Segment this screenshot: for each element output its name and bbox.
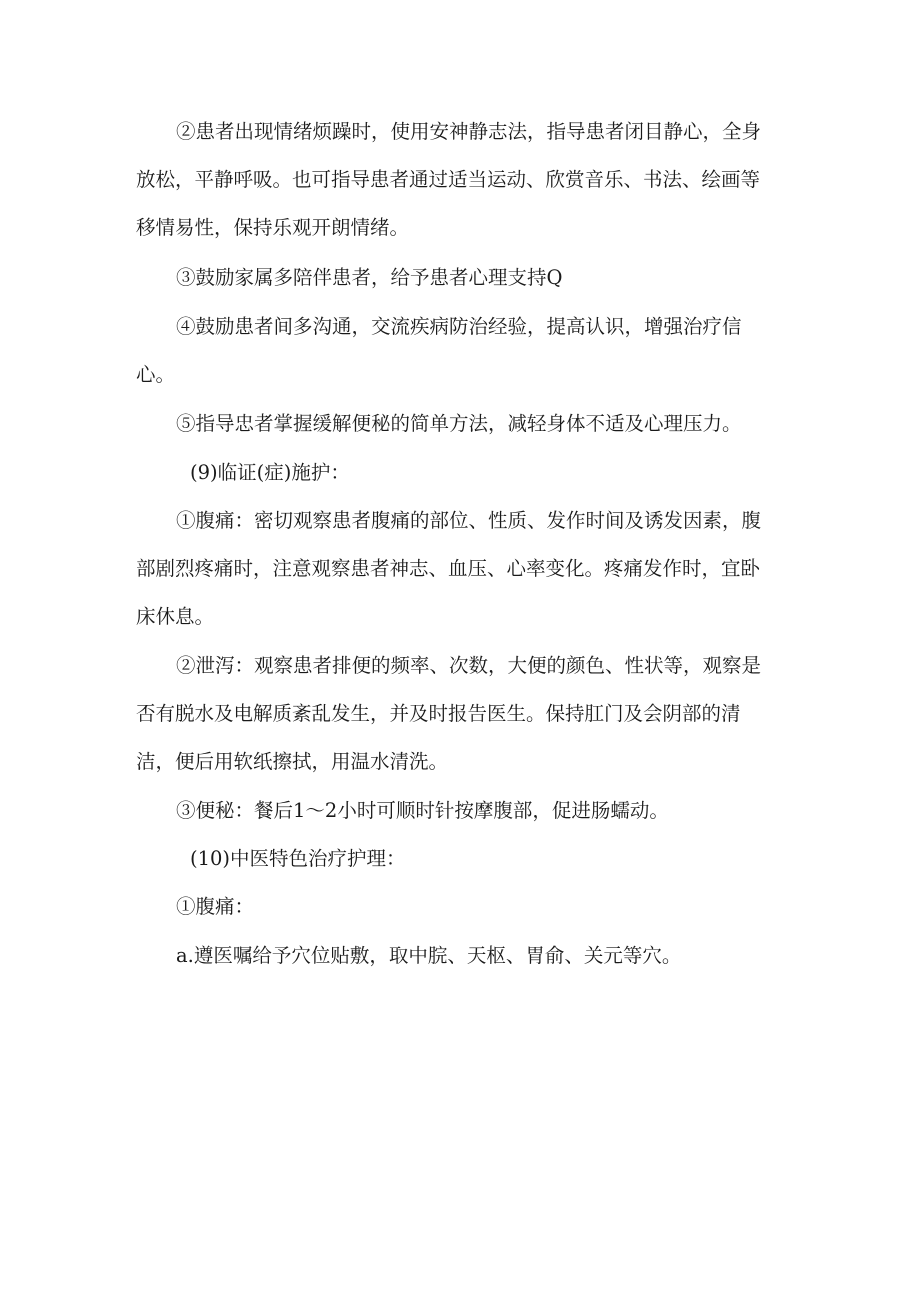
text-line: ③鼓励家属多陪伴患者，给予患者心理支持Q bbox=[176, 266, 563, 289]
text-line: ④鼓励患者间多沟通，交流疾病防治经验，提高认识，增强治疗信 bbox=[176, 315, 742, 338]
text-line: 床休息。 bbox=[136, 605, 215, 628]
text-line: 部剧烈疼痛时，注意观察患者神志、血压、心率变化。疼痛发作时，宜卧 bbox=[136, 557, 761, 580]
text-line: 否有脱水及电解质紊乱发生，并及时报告医生。保持肛门及会阴部的清 bbox=[136, 702, 741, 725]
text-line: 移情易性，保持乐观开朗情绪。 bbox=[136, 216, 410, 239]
text-line: ①腹痛：密切观察患者腹痛的部位、性质、发作时间及诱发因素，腹 bbox=[176, 509, 762, 532]
text-line: 洁，便后用软纸擦拭，用温水清洗。 bbox=[136, 750, 449, 773]
text-line: ③便秘：餐后1～2小时可顺时针按摩腹部，促进肠蠕动。 bbox=[176, 799, 669, 822]
text-line: a.遵医嘱给予穴位贴敷，取中脘、天枢、胃俞、关元等穴。 bbox=[176, 944, 682, 967]
text-line: ①腹痛： bbox=[176, 895, 255, 918]
text-line: ⑤指导忠者掌握缓解便秘的简单方法，减轻身体不适及心理压力。 bbox=[176, 412, 742, 435]
text-line: ②泄泻：观察患者排便的频率、次数，大便的颜色、性状等，观察是 bbox=[176, 654, 762, 677]
text-line: ②患者出现情绪烦躁时，使用安神静志法，指导患者闭目静心，全身 bbox=[176, 120, 762, 143]
text-line: 心。 bbox=[136, 363, 176, 386]
text-line: 放松，平静呼吸。也可指导患者通过适当运动、欣赏音乐、书法、绘画等 bbox=[136, 168, 761, 191]
text-line: (9)临证(症)施护： bbox=[190, 461, 350, 484]
text-line: (10)中医特色治疗护理： bbox=[190, 847, 406, 870]
